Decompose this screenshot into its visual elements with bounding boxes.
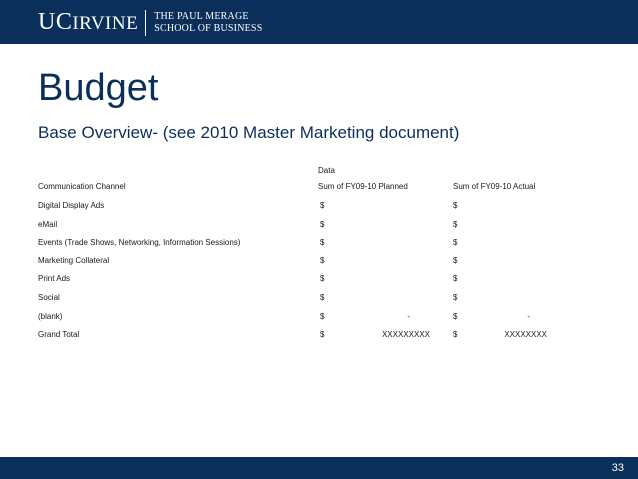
row-planned-value: XXXXXXXXX (381, 330, 430, 339)
slide-title: Budget (38, 67, 159, 109)
row-actual-value: XXXXXXXX (504, 330, 547, 339)
row-planned-currency: $ (320, 274, 325, 283)
row-channel: Events (Trade Shows, Networking, Information Sessions) (38, 238, 241, 247)
row-channel: Grand Total (38, 330, 80, 339)
slide-subtitle: Base Overview- (see 2010 Master Marketing document) (38, 123, 460, 142)
row-planned-currency: $ (320, 293, 325, 302)
logo-wordmark (38, 10, 138, 36)
row-channel: Marketing Collateral (38, 256, 110, 265)
row-channel: eMail (38, 220, 58, 229)
row-actual-currency: $ (453, 312, 458, 321)
row-actual-currency: $ (453, 201, 458, 210)
row-actual-currency: $ (453, 238, 458, 247)
row-actual-currency: $ (453, 220, 458, 229)
logo-divider (145, 10, 146, 36)
logo-school-line1: THE PAUL MERAGE (154, 11, 249, 22)
header-planned: Sum of FY09-10 Planned (318, 182, 408, 191)
row-planned-currency: $ (320, 220, 325, 229)
footer-bar (0, 457, 638, 479)
row-planned-value: - (407, 312, 410, 321)
row-channel: (blank) (38, 312, 63, 321)
row-planned-currency: $ (320, 330, 325, 339)
data-label: Data (318, 166, 335, 175)
row-channel: Social (38, 293, 60, 302)
logo-school-line2: SCHOOL OF BUSINESS (154, 23, 263, 34)
row-channel: Digital Display Ads (38, 201, 105, 210)
row-planned-currency: $ (320, 256, 325, 265)
row-planned-currency: $ (320, 201, 325, 210)
header-actual: Sum of FY09-10 Actual (453, 182, 536, 191)
logo-irvine: IRVINE (72, 13, 139, 34)
header-channel: Communication Channel (38, 182, 126, 191)
logo-uc: UC (38, 9, 73, 35)
row-planned-currency: $ (320, 238, 325, 247)
row-actual-currency: $ (453, 293, 458, 302)
row-actual-value: - (527, 312, 530, 321)
header-bar (0, 0, 638, 44)
row-actual-currency: $ (453, 330, 458, 339)
page-number: 33 (611, 462, 624, 474)
row-planned-currency: $ (320, 312, 325, 321)
uci-merage-logo (38, 9, 262, 37)
row-channel: Print Ads (38, 274, 71, 283)
logo-school-name (154, 11, 262, 35)
row-actual-currency: $ (453, 256, 458, 265)
row-actual-currency: $ (453, 274, 458, 283)
